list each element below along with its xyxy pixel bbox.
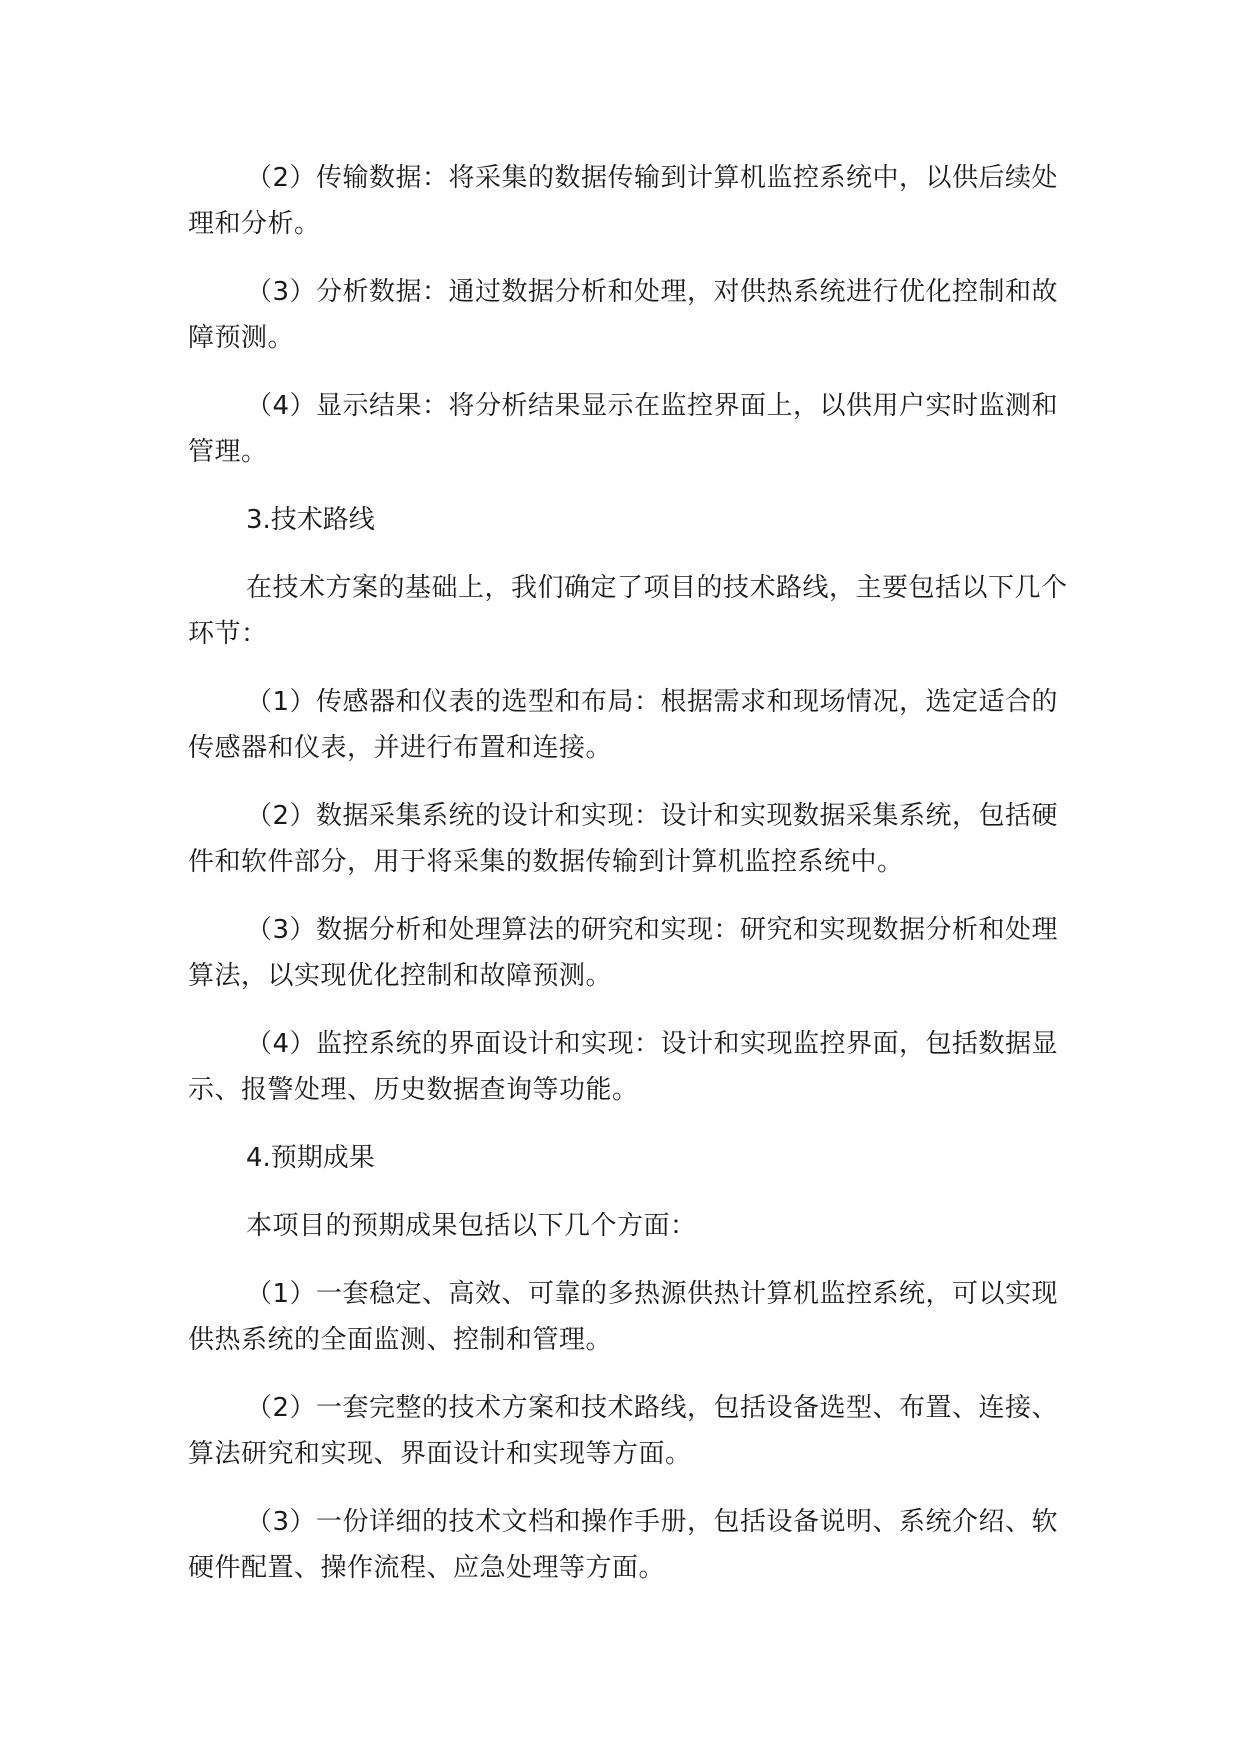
paragraph-analyze-data: （3）分析数据：通过数据分析和处理，对供热系统进行优化控制和故障预测。 (188, 277, 1059, 353)
document-page (188, 155, 1068, 1613)
paragraph-result-system: （1）一套稳定、高效、可靠的多热源供热计算机监控系统，可以实现供热系统的全面监测、控制和管理。 (188, 1279, 1059, 1355)
paragraph-result-docs: （3）一份详细的技术文档和操作手册，包括设备说明、系统介绍、软硬件配置、操作流程、应急处理等方面。 (188, 1507, 1059, 1583)
paragraph-results-intro: 本项目的预期成果包括以下几个方面： (246, 1211, 697, 1241)
section-heading-technical-route: 3.技术路线 (246, 505, 375, 535)
section-heading-expected-results: 4.预期成果 (246, 1143, 375, 1173)
paragraph-route-intro: 在技术方案的基础上，我们确定了项目的技术路线，主要包括以下几个环节： (188, 573, 1068, 649)
paragraph-route-algorithms: （3）数据分析和处理算法的研究和实现：研究和实现数据分析和处理算法，以实现优化控制和故障预测。 (188, 915, 1059, 991)
paragraph-route-interface: （4）监控系统的界面设计和实现：设计和实现监控界面，包括数据显示、报警处理、历史数据查询等功能。 (188, 1029, 1059, 1105)
paragraph-display-results: （4）显示结果：将分析结果显示在监控界面上，以供用户实时监测和管理。 (188, 391, 1059, 467)
paragraph-result-plan: （2）一套完整的技术方案和技术路线，包括设备选型、布置、连接、算法研究和实现、界面设计和实现等方面。 (188, 1393, 1059, 1469)
paragraph-route-acquisition: （2）数据采集系统的设计和实现：设计和实现数据采集系统，包括硬件和软件部分，用于将采集的数据传输到计算机监控系统中。 (188, 801, 1059, 877)
paragraph-transmit-data: （2）传输数据：将采集的数据传输到计算机监控系统中，以供后续处理和分析。 (188, 163, 1059, 239)
paragraph-route-sensors: （1）传感器和仪表的选型和布局：根据需求和现场情况，选定适合的传感器和仪表，并进行布置和连接。 (188, 687, 1059, 763)
